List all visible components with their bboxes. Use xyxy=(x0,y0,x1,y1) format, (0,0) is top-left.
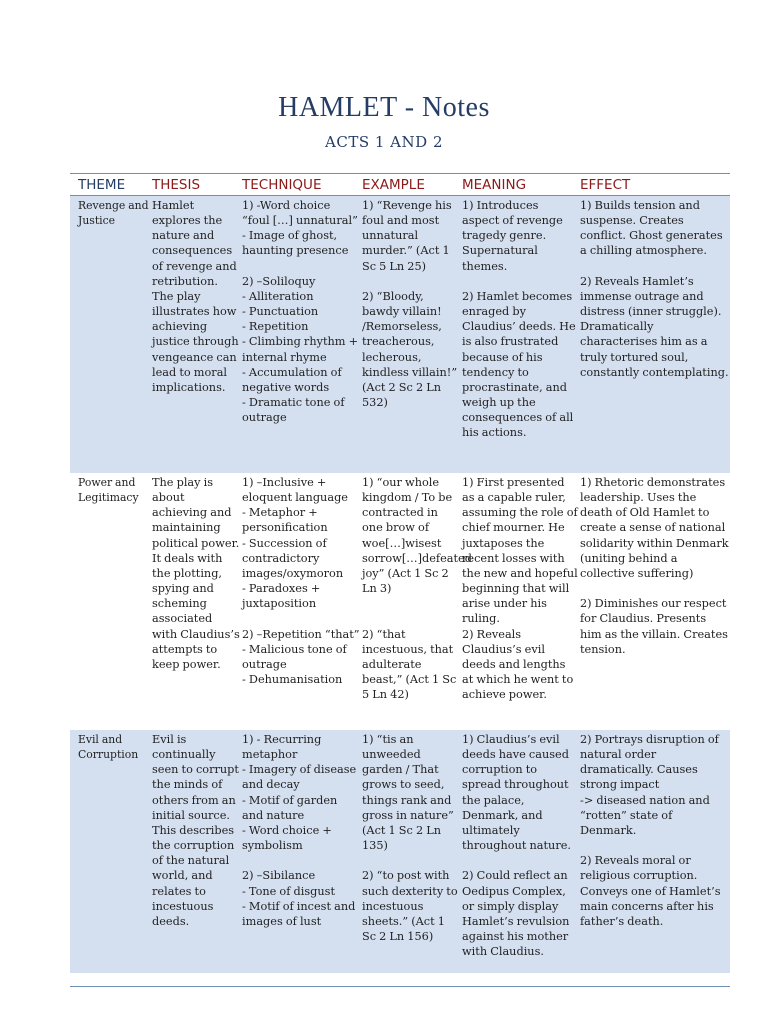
table-row xyxy=(70,196,730,473)
header-thesis: THESIS xyxy=(152,177,201,193)
cell-effect: 1) Builds tension and suspense. Creates conflict. Ghost generates a chilling atmosphere. 2) Reveals Hamlet’s immense outrage and distress (inner struggle). Dramatically characterises him as a truly tortured soul, constantly contemplating. xyxy=(580,199,729,379)
header-example: EXAMPLE xyxy=(362,177,425,193)
cell-meaning: 1) Introduces aspect of revenge tragedy genre. Supernatural themes. 2) Hamlet becomes enraged by Claudius’ deeds. He is also frustrated because of his tendency to procrastinate, and weigh up the consequences of all his actions. xyxy=(462,199,576,440)
cell-thesis: Hamlet explores the nature and consequences of revenge and retribution. The play illustrates how achieving justice through vengeance can lead to moral implications. xyxy=(152,199,239,394)
table-row xyxy=(70,473,730,730)
page-subtitle: ACTS 1 AND 2 xyxy=(325,133,443,151)
cell-effect: 2) Portrays disruption of natural order dramatically. Causes strong impact -> diseased nation and “rotten” state of Denmark. 2) Reveals moral or religious corruption. Conveys one of Hamlet’s main concerns after his father’s death. xyxy=(580,733,721,928)
header-effect: EFFECT xyxy=(580,177,631,193)
cell-thesis: The play is about achieving and maintaining political power. It deals with the plotting, spying and scheming associated with Claudius’s attempts to keep power. xyxy=(152,476,240,671)
cell-meaning: 1) First presented as a capable ruler, assuming the role of chief mourner. He juxtaposes the recent losses with the new and hopeful beginning that will arise under his ruling. 2) Reveals Claudius’s evil deeds and lengths at which he went to achieve power. xyxy=(462,476,578,702)
cell-effect: 1) Rhetoric demonstrates leadership. Uses the death of Old Hamlet to create a sense of national solidarity within Denmark (uniting behind a collective suffering) 2) Diminishes our respect for Claudius. Presents him as the villain. Creates tension. xyxy=(580,476,729,656)
cell-example: 1) “tis an unweeded garden / That grows to seed, things rank and gross in nature” (Act 1 Sc 2 Ln 135) 2) “to post with such dexterity to incestuous sheets.” (Act 1 Sc 2 Ln 156) xyxy=(362,733,458,944)
notes-table xyxy=(70,173,730,973)
page-title: HAMLET - Notes xyxy=(278,92,490,123)
table-header xyxy=(70,174,730,196)
cell-theme: Power and Legitimacy xyxy=(78,476,139,505)
cell-thesis: Evil is continually seen to corrupt the minds of others from an initial source. This describes the corruption of the natural world, and relates to incestuous deeds. xyxy=(152,733,239,928)
cell-example: 1) “our whole kingdom / To be contracted in one brow of woe[…]wisest sorrow[…]defeated joy” (Act 1 Sc 2 Ln 3) 2) “that incestuous, that adulterate beast,” (Act 1 Sc 5 Ln 42) xyxy=(362,476,472,702)
cell-theme: Evil and Corruption xyxy=(78,733,139,762)
cell-meaning: 1) Claudius’s evil deeds have caused corruption to spread throughout the palace, Denmark, and ultimately throughout nature. 2) Could reflect an Oedipus Complex, or simply display Hamlet’s revulsion against his mother with Claudius. xyxy=(462,733,572,959)
cell-example: 1) “Revenge his foul and most unnatural murder.” (Act 1 Sc 5 Ln 25) 2) “Bloody, bawdy villain! /Remorseless, treacherous, lecherous, kindless villain!” (Act 2 Sc 2 Ln 532) xyxy=(362,199,458,410)
header-theme: THEME xyxy=(78,177,126,193)
header-meaning: MEANING xyxy=(462,177,527,193)
cell-theme: Revenge and Justice xyxy=(78,199,149,228)
header-technique: TECHNIQUE xyxy=(242,177,322,193)
cell-technique: 1) –Inclusive + eloquent language - Metaphor + personification - Succession of contradictory images/oxymoron - Paradoxes + juxtaposition 2) –Repetition “that” - Malicious tone of outrage - Dehumanisation xyxy=(242,476,360,687)
cell-technique: 1) -Word choice “foul […] unnatural” - Image of ghost, haunting presence 2) –Soliloquy - Alliteration - Punctuation - Repetition - Climbing rhythm + internal rhyme - Accumulation of negative words - Dramatic tone of outrage xyxy=(242,199,359,425)
cell-technique: 1) - Recurring metaphor - Imagery of disease and decay - Motif of garden and nature - Word choice + symbolism 2) –Sibilance - Tone of disgust - Motif of incest and images of lust xyxy=(242,733,357,928)
table-bottom-border xyxy=(70,986,730,987)
table-row xyxy=(70,730,730,973)
